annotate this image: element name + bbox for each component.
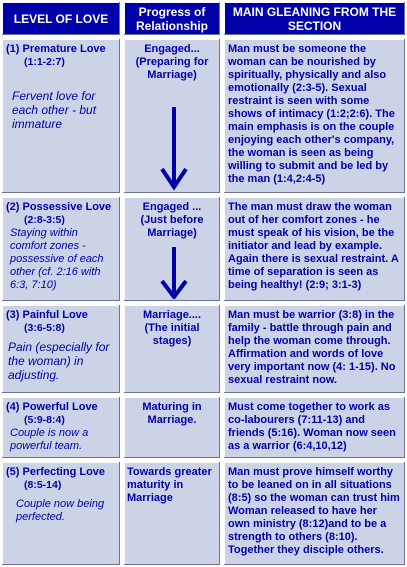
row2-main: The man must draw the woman out of her comfort zones - he must speak of his vision, be the initiator and lead by example. Again there is sexual restraint. A time of separation is seen as being healthy! (2:9; 3:1-3) [228, 201, 399, 291]
row5-main: Man must prove himself worthy to be leaned on in all situations (8:5) so the woman can trust him Woman released to have her own ministry (8:12)and to be a strength to others (8:10). Together they disciple others. [228, 466, 400, 556]
row3-level-cell [0, 303, 122, 395]
row2-title: (2) Possessive Love [6, 201, 112, 213]
row1-note: Fervent love for each other - but immature [12, 89, 97, 131]
row4-note: Couple is now a powerful team. [10, 427, 89, 452]
row4-main: Must come together to work as co-labourers (7:11-13) and friends (5:16). Woman now seen as a warrior (6:4,10,12) [228, 401, 396, 452]
arrow-down-icon [159, 107, 189, 192]
row5-ref: (8:5-14) [24, 479, 62, 491]
row5-progress-cell [122, 460, 222, 567]
row4-progress-cell [122, 395, 222, 460]
arrow-down-icon [159, 247, 189, 299]
row1-level-cell [0, 37, 122, 195]
row4-level-cell [0, 395, 122, 460]
row2-main-cell [222, 195, 407, 303]
header-progress-label: Progress of Relationship [135, 5, 208, 33]
row3-note: Pain (especially for the woman) in adjusting. [8, 340, 110, 382]
row3-progress-cell [122, 303, 222, 395]
header-level-label: LEVEL OF LOVE [13, 12, 109, 26]
row1-progress: Engaged... (Preparing for Marriage) [135, 43, 209, 81]
row4-main-cell [222, 395, 407, 460]
row1-main-cell [222, 37, 407, 195]
row5-note: Couple now being perfected. [16, 498, 105, 523]
row5-level-cell [0, 460, 122, 567]
row3-progress: Marriage.... (The initial stages) [142, 309, 202, 347]
row4-ref: (5:9-8:4) [24, 414, 65, 426]
row2-level-cell [0, 195, 122, 303]
row5-title: (5) Perfecting Love [6, 466, 106, 478]
row2-progress-cell [122, 195, 222, 303]
header-level-of-love [0, 0, 122, 37]
row1-ref: (1:1-2:7) [24, 56, 65, 68]
row4-progress: Maturing in Marriage. [142, 401, 202, 426]
row4-title: (4) Powerful Love [6, 401, 98, 413]
header-main-gleaning [222, 0, 407, 37]
header-main-label: MAIN GLEANING FROM THE SECTION [232, 5, 397, 33]
header-progress [122, 0, 222, 37]
row5-progress: Towards greater maturity in Marriage [127, 466, 212, 504]
row2-ref: (2:8-3:5) [24, 214, 65, 226]
row1-title: (1) Premature Love [6, 43, 106, 55]
row5-main-cell [222, 460, 407, 567]
row3-ref: (3:6-5:8) [24, 322, 65, 334]
row1-progress-cell [122, 37, 222, 195]
row2-note: Staying within comfort zones - possessive of each other (cf. 2:16 with 6:3, 7:10) [10, 227, 104, 291]
row1-main: Man must be someone the woman can be nourished by spiritually, physically and also emotionally (2:3-5). Sexual restraint is seen with some shows of intimacy (1:2;2:6). The main emphasis is on the couple enjoying each other's company, the woman is seen as being willing to submit and be led by the man (1:4,2:4-5) [228, 43, 395, 185]
row3-main-cell [222, 303, 407, 395]
row2-progress: Engaged ... (Just before Marriage) [140, 201, 204, 239]
row3-main: Man must be warrior (3:8) in the family - battle through pain and help the woman come through. Affirmation and words of love very important now (4: 1-15). No sexual restraint now. [228, 309, 396, 386]
row3-title: (3) Painful Love [6, 309, 88, 321]
